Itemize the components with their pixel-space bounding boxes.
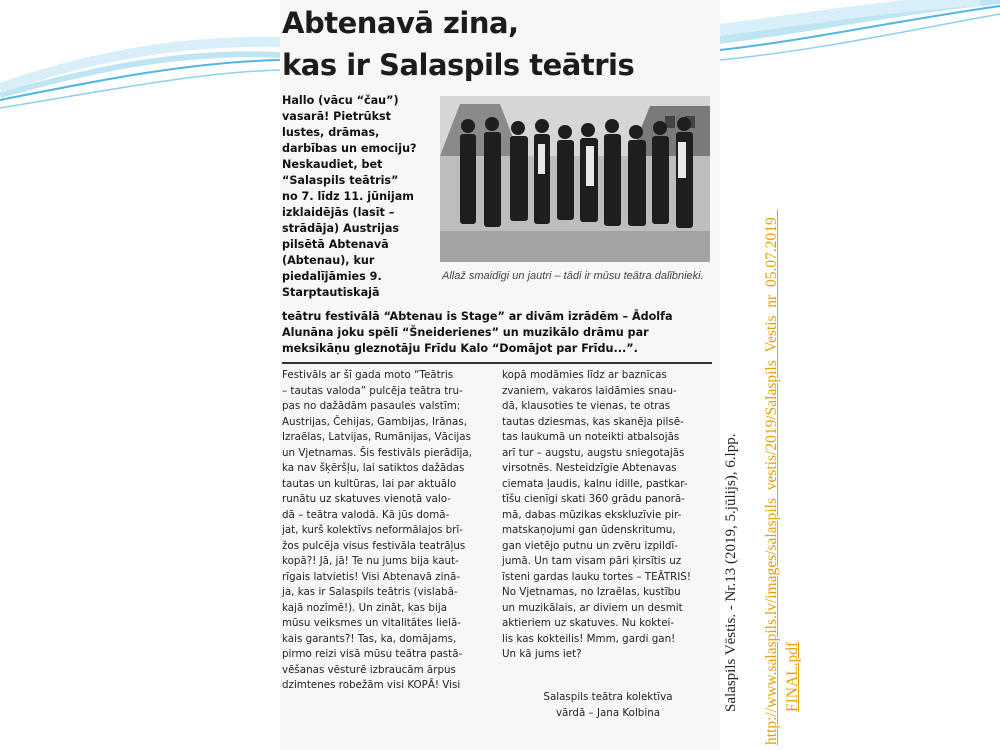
newspaper-clipping: [280, 0, 720, 750]
headline-line-2: kas ir Salaspils teātris: [282, 48, 635, 82]
lead-paragraph-wide: teātru festivālā “Abtenau is Stage” ar divām izrādēm – Ādolfa Alunāna joku spēlī “Šneiderienes” un muzikālo drāmu par meksikāņu gleznotāju Frīdu Kalo “Domājot par Frīdu...”.: [282, 310, 673, 355]
source-link-line-2[interactable]: FINAL.pdf: [784, 641, 801, 712]
headline-line-1: Abtenavā zina,: [282, 6, 519, 40]
article-headline: [280, 2, 720, 86]
theatre-group-photo: [440, 96, 710, 262]
body-column-left: Festivāls ar šī gada moto “Teātris – tautas valoda” pulcēja teātra tru- pas no dažādām pasaules valstīm: Austrijas, Čehijas, Gambijas, Irānas, Izraēlas, Latvijas, Rumānijas, Vācijas un Vjetnamas. Šis festivāls pierādīja, ka nav šķēršļu, lai satiktos dažādas tautas un kultūras, lai par aktuālo runātu uz skatuves vienotā valo- dā – teātra valodā. Kā jūs domā- jat, kurš kolektīvs neformālajos brī- žos pulcēja visus festivāla teatrāļus kopā?! Jā, jā! Te nu jums bija kaut- rīgais latvietis! Visi Abtenavā zinā- ja, kas ir Salaspils teātris (vislabā- kajā nozīmē!). Un zināt, kas bija mūsu veiksmes un vitalitātes lielā- kais garants?! Tas, ka, domājams, pirmo reizi visā mūsu teātra pastā- vēšanas vēsturē izbraucām ārpus dzimtenes robežām visi KOPĀ! Visi: [282, 369, 472, 691]
article-signature: Salaspils teātra kolektīva vārdā – Jana Kolbina: [543, 691, 673, 719]
source-citation: Salaspils Vēstis. - Nr.13 (2019, 5.jūlijs), 6.lpp.: [723, 433, 739, 712]
body-column-right: kopā modāmies līdz ar baznīcas zvaniem, vakaros laidāmies snau- dā, klausoties te vienas, te otras tautas dziesmas, kas skanēja pilsē- tas laukumā un noteikti atbalsojās arī tur – augstu, augstu sniegotajās virsotnēs. Nesteidzīgie Abtenavas ciemata ļaudis, kalnu idille, pastkar- tīšu cienīgi skati 360 grādu panorā- mā, dabas mūzikas ekskluzīvie pir- matskaņojumi gan ūdenskritumu, gan vietējo putnu un zvēru izpildī- jumā. Un tam visam pāri ķirsītis uz īsteni gardas lauku tortes – TEĀTRIS! No Vjetnamas, no Izraēlas, kustību un muzikālais, ar diviem un desmit aktieriem uz skatuves. Nu koktei- lis kas kokteilis! Mmm, gardi gan! Un kā jums iet?: [502, 369, 691, 660]
source-link-line-1[interactable]: http://www.salaspils.lv/images/salaspils_vestis/2019/Salaspils_Vestis_nr_05.07.2019_: [763, 209, 780, 745]
photo-caption: Allaž smaidīgi un jautri – tādi ir mūsu teātra dalībnieki.: [442, 270, 704, 282]
section-divider: [282, 362, 712, 364]
lead-paragraph-top: Hallo (vācu “čau”) vasarā! Pietrūkst lustes, drāmas, darbības un emociju? Neskaudiet, bet “Salaspils teātris” no 7. līdz 11. jūnijam izklaidējās (lasīt – strādāja) Austrijas pilsētā Abtenavā (Abtenau), kur piedalījāmies 9. Starptautiskajā: [282, 94, 417, 299]
